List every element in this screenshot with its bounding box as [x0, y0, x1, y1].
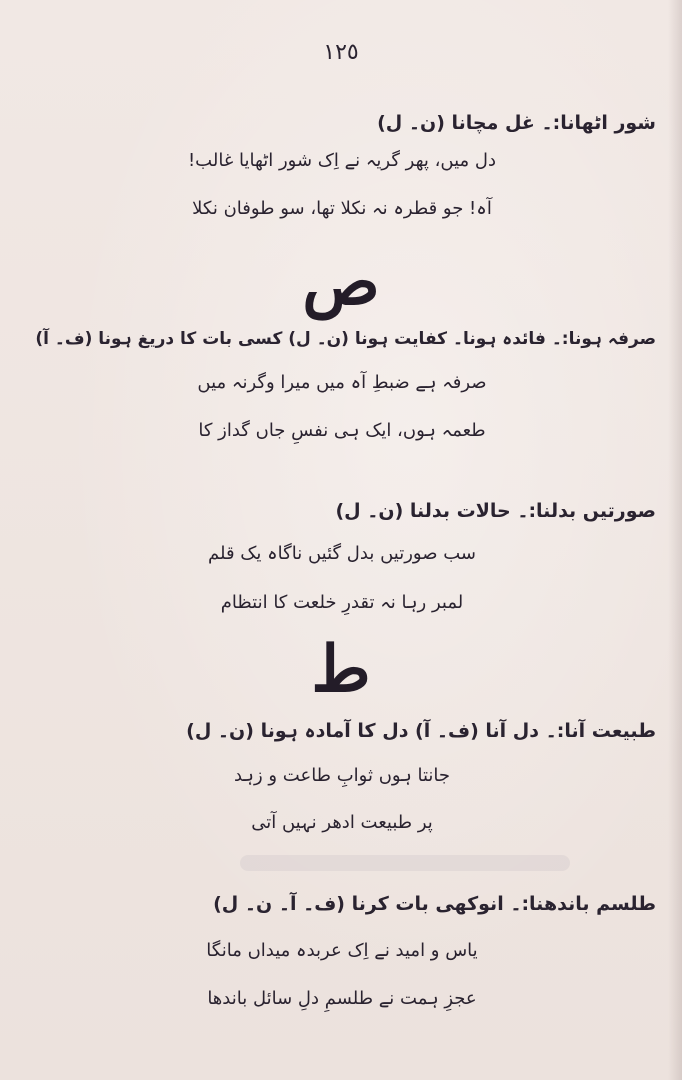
entry-heading: طبیعت آنا:۔ دل آنا (ف۔ آ) دل کا آمادہ ہونا (ن۔ ل) — [186, 720, 656, 742]
entry-heading: صرفہ ہونا:۔ فائدہ ہونا۔ کفایت ہونا (ن۔ ل) کسی بات کا دریغ ہونا (ف۔ آ) — [35, 329, 656, 349]
verse-line: لمبر رہا نہ تقدرِ خلعت کا انتظام — [220, 592, 464, 613]
verse-line: پر طبیعت ادھر نہیں آتی — [251, 812, 433, 833]
verse-line: جانتا ہوں ثوابِ طاعت و زہد — [233, 765, 451, 786]
verse-line: دل میں، پھر گریہ نے اِک شور اٹھایا غالب! — [187, 150, 497, 171]
page-number: ١٢٥ — [323, 40, 359, 65]
entry-heading: شور اٹھانا:۔ غل مچانا (ن۔ ل) — [377, 112, 656, 134]
entry-heading: طلسم باندھنا:۔ انوکھی بات کرنا (ف۔ آ۔ ن۔ ل) — [213, 893, 656, 915]
verse-line: سب صورتیں بدل گئیں ناگاہ یک قلم — [208, 543, 476, 564]
verse-line: عجزِ ہمت نے طلسمِ دلِ سائل باندھا — [207, 988, 477, 1009]
entry-heading: صورتیں بدلنا:۔ حالات بدلنا (ن۔ ل) — [335, 500, 656, 522]
section-letter-toay: ط — [311, 632, 371, 707]
verse-line: صرفہ ہے ضبطِ آہ میں میرا وگرنہ میں — [197, 372, 487, 393]
section-letter-saad: ص — [302, 245, 380, 320]
ink-smudge — [240, 855, 570, 871]
verse-line: طعمہ ہوں، ایک ہی نفسِ جاں گداز کا — [198, 420, 486, 441]
verse-line: آہ! جو قطرہ نہ نکلا تھا، سو طوفان نکلا — [192, 198, 492, 219]
verse-line: یاس و امید نے اِک عربدہ میداں مانگا — [206, 940, 478, 961]
page-edge-shadow — [668, 0, 682, 1080]
